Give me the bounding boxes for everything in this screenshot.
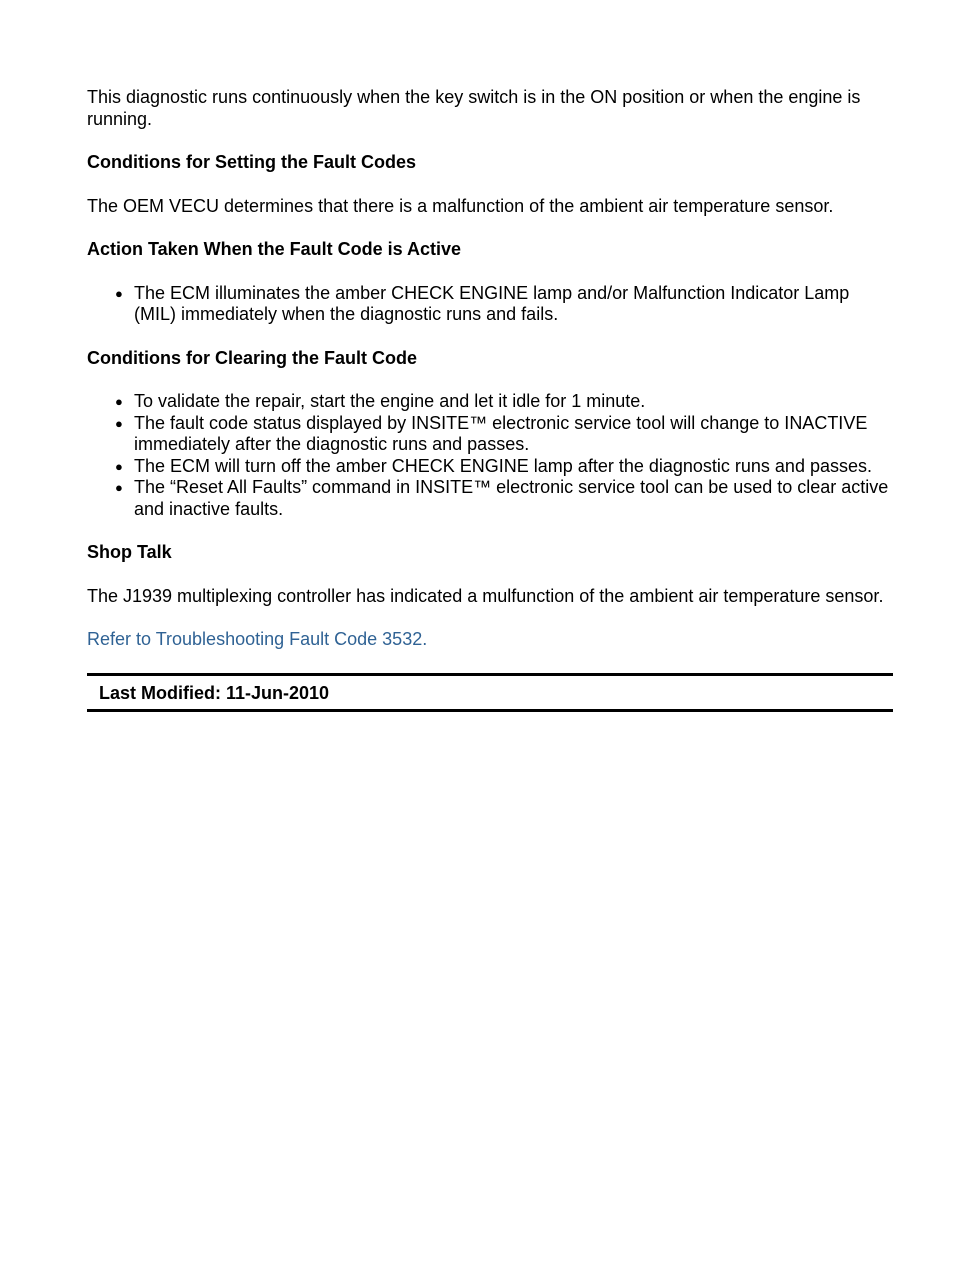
bullet-icon: ● (115, 285, 123, 301)
list-item (115, 412, 893, 456)
list-item-text: To validate the repair, start the engine and let it idle for 1 minute. (134, 391, 646, 411)
bullet-icon: ● (115, 394, 123, 409)
list-item-text: The ECM will turn off the amber CHECK ENGINE lamp after the diagnostic runs and passes. (134, 455, 872, 476)
list-item (115, 455, 893, 478)
clearing-conditions-list (87, 391, 893, 520)
shop-talk-heading: Shop Talk (87, 542, 172, 562)
intro-paragraph: This diagnostic runs continuously when the key switch is in the ON position or when the engine is running. (87, 87, 861, 129)
troubleshooting-fault-code-link[interactable]: Refer to Troubleshooting Fault Code 3532. (87, 629, 428, 649)
shop-talk-text: The J1939 multiplexing controller has indicated a mulfunction of the ambient air temperature sensor. (87, 585, 884, 606)
action-taken-list (87, 283, 893, 326)
last-modified-text: Last Modified: 11-Jun-2010 (99, 682, 330, 703)
last-modified-footer (87, 673, 893, 713)
list-item (115, 282, 893, 326)
list-item (115, 391, 893, 413)
troubleshooting-link-paragraph (87, 629, 893, 651)
list-item-text: The fault code status displayed by INSITE™ electronic service tool will change to INACTIVE immediately after the diagnostic runs and passes. (134, 412, 868, 454)
list-item-text: The “Reset All Faults” command in INSITE™ electronic service tool can be used to clear active and inactive faults. (134, 477, 889, 519)
bullet-icon: ● (115, 415, 123, 431)
setting-conditions-heading: Conditions for Setting the Fault Codes (87, 152, 416, 172)
list-item-text: The ECM illuminates the amber CHECK ENGINE lamp and/or Malfunction Indicator Lamp (MIL) immediately when the diagnostic runs and fails. (134, 282, 850, 324)
action-taken-heading: Action Taken When the Fault Code is Active (87, 239, 462, 259)
list-item (115, 477, 893, 520)
document-page (87, 87, 893, 712)
clearing-conditions-heading: Conditions for Clearing the Fault Code (87, 347, 417, 368)
bullet-icon: ● (115, 480, 123, 495)
setting-conditions-text: The OEM VECU determines that there is a malfunction of the ambient air temperature sensor. (87, 195, 834, 216)
bullet-icon: ● (115, 458, 123, 474)
